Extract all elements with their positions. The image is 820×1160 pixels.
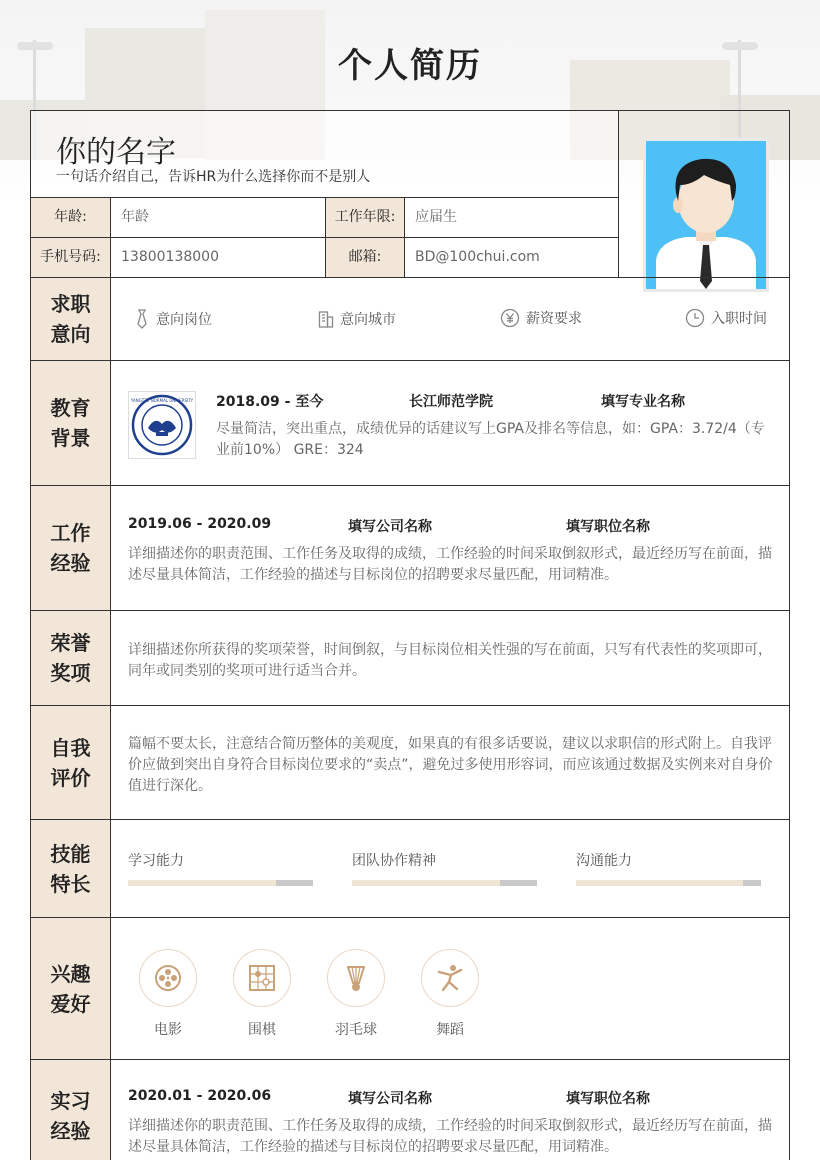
intent-city: 意向城市: [318, 309, 396, 329]
go-board-icon: [247, 963, 277, 993]
intent-position: 意向岗位: [134, 309, 212, 329]
work-date: 2019.06 - 2020.09: [128, 516, 272, 532]
education-major: 填写专业名称: [601, 394, 685, 410]
work-position: 填写职位名称: [566, 519, 650, 535]
section-hobbies-label: 兴趣爱好: [31, 918, 111, 1059]
age-value: 年龄: [121, 209, 149, 225]
skill-bar: [576, 880, 761, 886]
svg-text:YANGTZE NORMAL UNIVERSITY: YANGTZE NORMAL UNIVERSITY: [130, 398, 194, 403]
section-self-eval-label: 自我评价: [31, 706, 111, 819]
section-intent-label: 求职意向: [31, 278, 111, 360]
hobby-label: 羽毛球: [335, 1022, 377, 1038]
dancer-icon: [435, 963, 465, 993]
work-company: 填写公司名称: [348, 519, 432, 535]
section-honors-label: 荣誉奖项: [31, 611, 111, 705]
shuttlecock-icon: [341, 963, 371, 993]
skill-name: 沟通能力: [576, 853, 632, 869]
section-self-eval: [31, 705, 789, 819]
section-skills-label: 技能特长: [31, 820, 111, 917]
skill-bar-fill: [128, 880, 276, 886]
intent-start-time: 入职时间: [685, 308, 767, 328]
skill-item: [352, 850, 436, 870]
tie-icon: [134, 309, 150, 329]
years-label: 工作年限:: [325, 198, 405, 237]
intern-company: 填写公司名称: [348, 1091, 432, 1107]
hobby-item: [325, 949, 387, 1039]
section-intent: [31, 277, 789, 360]
section-intern-label: 实习经验: [31, 1060, 111, 1160]
candidate-name: 你的名字: [56, 135, 176, 170]
intern-desc: 详细描述你的职责范围、工作任务及取得的成绩，工作经验的时间采取倒叙形式，最近经历写在前面，描述尽量具体简洁，工作经验的描述与目标岗位的招聘要求尽量匹配，用词精准。: [128, 1118, 772, 1155]
page-title: 个人简历: [338, 46, 482, 86]
education-date: 2018.09 - 至今: [216, 394, 324, 410]
section-work: [31, 485, 789, 610]
hobby-item: [419, 949, 481, 1039]
intent-salary: 薪资要求: [500, 308, 582, 328]
skill-bar: [352, 880, 537, 886]
phone-value: 13800138000: [121, 249, 219, 265]
resume-sheet: [30, 110, 790, 1160]
years-value: 应届生: [415, 209, 457, 225]
hobby-label: 电影: [154, 1022, 182, 1038]
intern-position: 填写职位名称: [566, 1091, 650, 1107]
skill-name: 团队协作精神: [352, 853, 436, 869]
hobby-label: 舞蹈: [436, 1022, 464, 1038]
section-intern: [31, 1059, 789, 1160]
email-value: BD@100chui.com: [415, 249, 540, 265]
info-row-2: [31, 238, 619, 278]
skill-bar-fill: [576, 880, 743, 886]
skill-item: [576, 850, 632, 870]
section-honors: [31, 610, 789, 705]
section-education: [31, 360, 789, 485]
hobby-label: 围棋: [248, 1022, 276, 1038]
work-desc: 详细描述你的职责范围、工作任务及取得的成绩，工作经验的时间采取倒叙形式，最近经历写在前面，描述尽量具体简洁，工作经验的描述与目标岗位的招聘要求尽量匹配，用词精准。: [128, 546, 772, 583]
intern-date: 2020.01 - 2020.06: [128, 1088, 272, 1104]
section-work-label: 工作经验: [31, 486, 111, 610]
skill-bar: [128, 880, 313, 886]
profile-photo: [643, 138, 769, 292]
age-label: 年龄:: [31, 198, 111, 237]
self-eval-desc: 篇幅不要太长，注意结合简历整体的美观度，如果真的有很多话要说，建议以求职信的形式附上。自我评价应做到突出自身符合目标岗位要求的“卖点”，避免过多使用形容词，而应该通过数据及实例来对自身价值进行深化。: [128, 736, 773, 794]
hobby-item: [231, 949, 293, 1039]
hobby-item: [137, 949, 199, 1039]
info-row-1: [31, 198, 619, 238]
resume-header: [31, 111, 619, 198]
candidate-intro: 一句话介绍自己，告诉HR为什么选择你而不是别人: [56, 169, 371, 185]
building-icon: [318, 310, 334, 328]
skill-name: 学习能力: [128, 853, 184, 869]
section-education-label: 教育背景: [31, 361, 111, 485]
clock-icon: [685, 308, 705, 328]
education-desc: 尽量简洁，突出重点，成绩优异的话建议写上GPA及排名等信息，如：GPA：3.72/4（专业前10%） GRE：324: [216, 421, 765, 458]
skill-bar-fill: [352, 880, 500, 886]
education-school: 长江师范学院: [409, 394, 493, 410]
university-logo: [128, 391, 196, 459]
honors-desc: 详细描述你所获得的奖项荣誉，时间倒叙，与目标岗位相关性强的写在前面，只写有代表性的奖项即可，同年或同类别的奖项可进行适当合并。: [128, 642, 772, 679]
section-hobbies: [31, 917, 789, 1059]
email-label: 邮箱:: [325, 238, 405, 277]
phone-label: 手机号码:: [31, 238, 111, 277]
film-reel-icon: [153, 963, 183, 993]
yen-coin-icon: [500, 308, 520, 328]
section-skills: [31, 819, 789, 917]
skill-item: [128, 850, 184, 870]
